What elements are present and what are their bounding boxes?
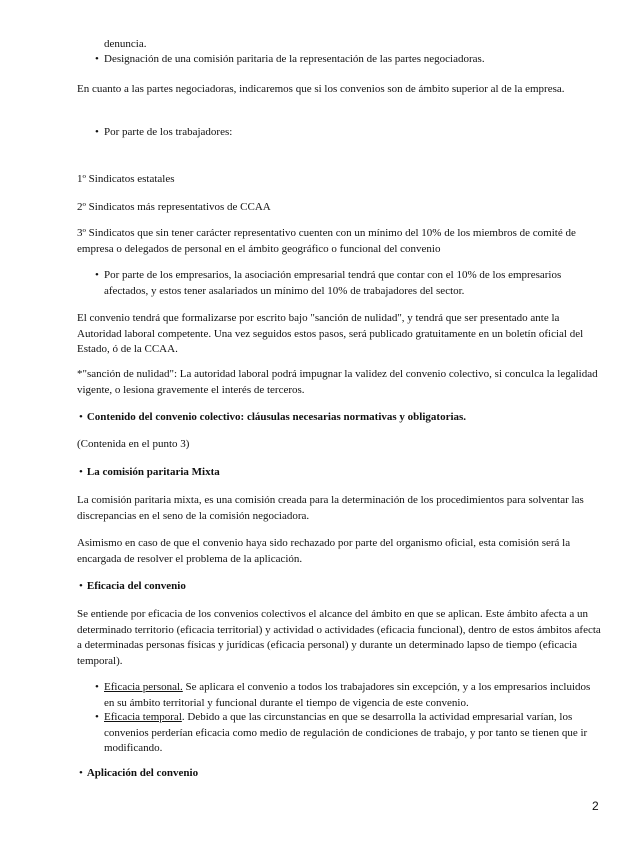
bullet-item-eficacia-temporal	[95, 710, 599, 757]
paragraph-contenida: (Contenida en el punto 3)	[77, 438, 190, 450]
term-eficacia-temporal: Eficacia temporal	[104, 711, 182, 723]
bullet-icon: •	[79, 466, 83, 478]
bullet-text: Se aplicara el convenio a todos los trabajadores sin excepción, y a los empresarios incluidos en su ámbito territorial y funcional durante el tiempo de vigencia de este convenio.	[104, 681, 591, 709]
paragraph-partes-negociadoras: En cuanto a las partes negociadoras, indicaremos que si los convenios son de ámbito superior al de la empresa.	[77, 83, 565, 95]
paragraph-eficacia: Se entiende por eficacia de los convenios colectivos el alcance del ámbito en que se aplican. Este ámbito afecta a un determinado territorio (eficacia territorial) y actividad o actividades (eficacia funcional), dentro de estos ámbitos afecta a determinadas personas físicas y jurídicas (eficacia personal) y durante un determinado lapso de tiempo (eficacia temporal).	[77, 608, 601, 667]
heading-contenido-convenio	[79, 410, 599, 426]
page-number: 2	[592, 799, 599, 813]
heading-text: La comisión paritaria Mixta	[86, 466, 220, 478]
list-item-sindicatos-estatales: 1º Sindicatos estatales	[77, 173, 175, 185]
heading-comision-paritaria	[79, 465, 599, 481]
bullet-item-designacion	[95, 52, 599, 68]
term-eficacia-personal: Eficacia personal.	[104, 681, 183, 693]
heading-text: Contenido del convenio colectivo: cláusulas necesarias normativas y obligatorias.	[86, 411, 467, 423]
bullet-icon: •	[95, 711, 99, 723]
bullet-icon: •	[95, 126, 99, 138]
list-continuation: denuncia.	[104, 38, 147, 50]
bullet-text: Por parte de los trabajadores:	[104, 126, 233, 138]
heading-text: Aplicación del convenio	[86, 767, 199, 779]
paragraph-comision-paritaria: La comisión paritaria mixta, es una comisión creada para la determinación de los procedimientos para solventar las discrepancias en el seno de la comisión negociadora.	[77, 494, 584, 522]
bullet-icon: •	[79, 411, 83, 423]
bullet-text: Por parte de los empresarios, la asociación empresarial tendrá que contar con el 10% de los empresarios afectados, y estos tener asalariados un mínimo del 10% de trabajadores del sector.	[104, 269, 562, 297]
list-item-sindicatos-10: 3º Sindicatos que sin tener carácter representativo cuenten con un mínimo del 10% de los miembros de comité de empresa o delegados de personal en el ámbito geográfico o funcional del convenio	[77, 227, 576, 255]
bullet-item-empresarios	[95, 268, 599, 299]
bullet-icon: •	[79, 767, 83, 779]
bullet-icon: •	[95, 53, 99, 65]
bullet-item-eficacia-personal	[95, 680, 599, 711]
bullet-icon: •	[95, 269, 99, 281]
paragraph-sancion-nulidad: *"sanción de nulidad": La autoridad laboral podrá impugnar la validez del convenio colectivo, si conculca la legalidad vigente, o lesiona gravemente el interés de terceros.	[77, 368, 598, 396]
bullet-text: . Debido a que las circunstancias en que se desarrolla la actividad empresarial varían, los convenios perderían eficacia como medio de regulación de condiciones de trabajo, y por tanto se tienen que ir modificando.	[104, 711, 588, 754]
paragraph-asimismo: Asimismo en caso de que el convenio haya sido rechazado por parte del organismo oficial, esta comisión será la encargada de resolver el problema de la aplicación.	[77, 537, 571, 565]
bullet-icon: •	[95, 681, 99, 693]
heading-text: Eficacia del convenio	[86, 580, 186, 592]
bullet-text: Designación de una comisión paritaria de la representación de las partes negociadoras.	[104, 53, 485, 65]
heading-aplicacion	[79, 766, 599, 782]
bullet-item-trabajadores	[95, 125, 599, 141]
paragraph-formalizarse: El convenio tendrá que formalizarse por escrito bajo "sanción de nulidad", y tendrá que ser presentado ante la Autoridad laboral competente. Una vez seguidos estos pasos, será publicado gratuitamente en un boletín oficial del Estado, ó de la CCAA.	[77, 312, 584, 355]
bullet-icon: •	[79, 580, 83, 592]
heading-eficacia	[79, 579, 599, 595]
list-item-sindicatos-ccaa: 2º Sindicatos más representativos de CCAA	[77, 201, 271, 213]
